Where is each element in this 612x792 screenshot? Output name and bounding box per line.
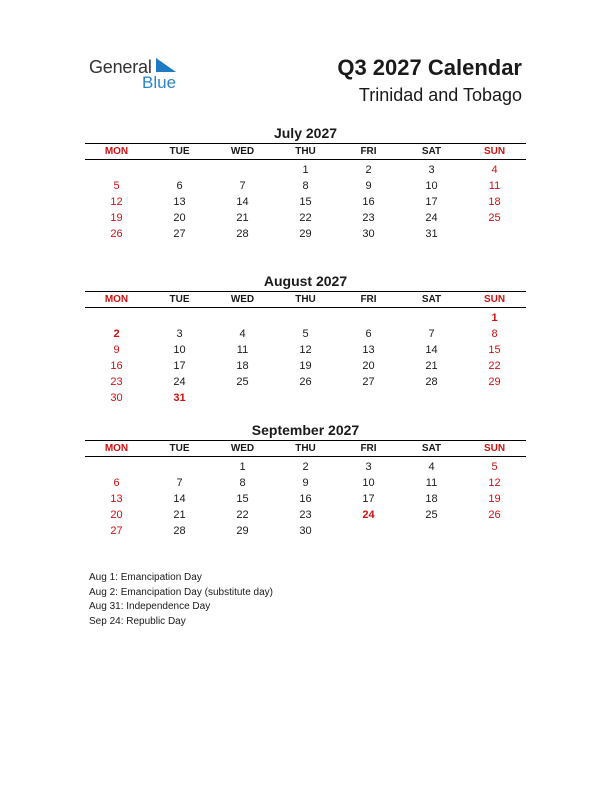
day-cell: 16 <box>362 196 375 208</box>
week-row <box>85 475 526 491</box>
day-cell: 28 <box>425 376 438 388</box>
day-cell: 28 <box>173 525 186 537</box>
weekday-header-row <box>85 143 526 160</box>
day-cell: 22 <box>488 360 501 372</box>
weekday-label: SAT <box>421 294 442 305</box>
weekday-label: FRI <box>360 294 377 305</box>
weekday-label: MON <box>104 443 129 454</box>
empty-day-cell <box>85 310 148 326</box>
day-cell: 12 <box>110 196 123 208</box>
weekday-label: FRI <box>360 443 377 454</box>
day-cell: 6 <box>365 328 372 340</box>
day-cell: 15 <box>236 493 249 505</box>
empty-day-cell <box>400 523 463 539</box>
day-cell: 30 <box>362 228 375 240</box>
day-cell: 28 <box>236 228 249 240</box>
day-cell: 25 <box>488 212 501 224</box>
day-cell: 15 <box>488 344 501 356</box>
day-cell: 29 <box>236 525 249 537</box>
day-cell: 11 <box>488 180 501 192</box>
day-cell: 1 <box>491 312 498 324</box>
day-cell: 27 <box>110 525 123 537</box>
empty-day-cell <box>337 390 400 406</box>
day-cell: 1 <box>302 164 309 176</box>
holiday-note: Aug 2: Emancipation Day (substitute day) <box>89 586 273 598</box>
day-cell: 7 <box>176 477 183 489</box>
day-cell: 2 <box>365 164 372 176</box>
week-row <box>85 310 526 326</box>
week-row <box>85 507 526 523</box>
day-cell: 9 <box>302 477 309 489</box>
day-cell: 5 <box>302 328 309 340</box>
empty-day-cell <box>400 390 463 406</box>
weekday-label: SUN <box>483 443 506 454</box>
day-cell: 17 <box>362 493 375 505</box>
day-cell: 30 <box>110 392 123 404</box>
weekday-label: THU <box>295 443 316 454</box>
day-cell: 31 <box>173 392 186 404</box>
day-cell: 3 <box>176 328 183 340</box>
day-cell: 5 <box>113 180 120 192</box>
holiday-notes <box>89 571 273 629</box>
weekday-label: MON <box>104 294 129 305</box>
day-cell: 24 <box>173 376 186 388</box>
day-cell: 25 <box>236 376 249 388</box>
day-cell: 13 <box>362 344 375 356</box>
day-cell: 23 <box>362 212 375 224</box>
day-cell: 16 <box>299 493 312 505</box>
empty-day-cell <box>85 459 148 475</box>
day-cell: 20 <box>173 212 186 224</box>
month-title: July 2027 <box>273 125 338 141</box>
day-cell: 26 <box>299 376 312 388</box>
day-cell: 27 <box>173 228 186 240</box>
day-cell: 11 <box>425 477 438 489</box>
day-cell: 6 <box>176 180 183 192</box>
day-cell: 1 <box>239 461 246 473</box>
day-cell: 14 <box>425 344 438 356</box>
day-cell: 21 <box>236 212 249 224</box>
day-cell: 13 <box>173 196 186 208</box>
week-row <box>85 178 526 194</box>
day-cell: 20 <box>362 360 375 372</box>
month-title: September 2027 <box>251 422 360 438</box>
day-cell: 14 <box>236 196 249 208</box>
day-cell: 17 <box>425 196 438 208</box>
day-cell: 26 <box>110 228 123 240</box>
day-cell: 16 <box>110 360 123 372</box>
month-calendar-august <box>85 273 526 406</box>
logo-text-general: General <box>89 57 152 77</box>
weekday-label: TUE <box>169 146 190 157</box>
weekday-label: WED <box>230 294 255 305</box>
weekday-label: SAT <box>421 146 442 157</box>
week-row <box>85 390 526 406</box>
month-calendar-july <box>85 125 526 242</box>
holiday-note: Sep 24: Republic Day <box>89 615 186 627</box>
day-cell: 24 <box>362 509 375 521</box>
logo-text-blue: Blue <box>142 73 177 92</box>
day-cell: 3 <box>428 164 435 176</box>
day-cell: 3 <box>365 461 372 473</box>
empty-day-cell <box>463 523 526 539</box>
empty-day-cell <box>148 162 211 178</box>
day-cell: 7 <box>428 328 435 340</box>
weekday-header-row <box>85 440 526 457</box>
logo-triangle-icon <box>156 58 176 72</box>
month-calendar-september <box>85 422 526 539</box>
week-row <box>85 374 526 390</box>
empty-day-cell <box>85 162 148 178</box>
day-cell: 12 <box>488 477 501 489</box>
weekday-label: MON <box>104 146 129 157</box>
week-row <box>85 226 526 242</box>
day-cell: 10 <box>425 180 438 192</box>
day-cell: 8 <box>239 477 246 489</box>
weekday-label: TUE <box>169 294 190 305</box>
week-row <box>85 326 526 342</box>
day-cell: 27 <box>362 376 375 388</box>
weekday-label: WED <box>230 443 255 454</box>
day-cell: 12 <box>299 344 312 356</box>
day-cell: 4 <box>239 328 246 340</box>
day-cell: 2 <box>302 461 309 473</box>
day-cell: 17 <box>173 360 186 372</box>
weekday-label: THU <box>295 146 316 157</box>
weekday-label: THU <box>295 294 316 305</box>
day-cell: 8 <box>491 328 498 340</box>
day-cell: 22 <box>299 212 312 224</box>
week-row <box>85 523 526 539</box>
day-cell: 2 <box>113 328 120 340</box>
day-cell: 26 <box>488 509 501 521</box>
day-cell: 19 <box>299 360 312 372</box>
day-cell: 10 <box>362 477 375 489</box>
weekday-label: TUE <box>169 443 190 454</box>
day-cell: 6 <box>113 477 120 489</box>
week-row <box>85 491 526 507</box>
day-cell: 5 <box>491 461 498 473</box>
week-row <box>85 162 526 178</box>
day-cell: 21 <box>425 360 438 372</box>
day-cell: 18 <box>236 360 249 372</box>
week-row <box>85 358 526 374</box>
week-row <box>85 210 526 226</box>
day-cell: 21 <box>173 509 186 521</box>
holiday-note: Aug 31: Independence Day <box>89 601 211 612</box>
page-title: Q3 2027 Calendar <box>337 55 522 80</box>
weekday-label: SUN <box>483 146 506 157</box>
weekday-header-row <box>85 291 526 308</box>
page-subtitle: Trinidad and Tobago <box>358 85 522 105</box>
day-cell: 10 <box>173 344 186 356</box>
day-cell: 13 <box>110 493 123 505</box>
weekday-label: FRI <box>360 146 377 157</box>
empty-day-cell <box>148 310 211 326</box>
weekday-label: WED <box>230 146 255 157</box>
day-cell: 20 <box>110 509 123 521</box>
empty-day-cell <box>211 390 274 406</box>
day-cell: 8 <box>302 180 309 192</box>
day-cell: 19 <box>110 212 123 224</box>
month-title: August 2027 <box>263 273 348 289</box>
holiday-note: Aug 1: Emancipation Day <box>89 572 202 583</box>
day-cell: 29 <box>488 376 501 388</box>
day-cell: 15 <box>299 196 312 208</box>
day-cell: 23 <box>110 376 123 388</box>
day-cell: 24 <box>425 212 438 224</box>
empty-day-cell <box>274 390 337 406</box>
day-cell: 4 <box>428 461 435 473</box>
day-cell: 9 <box>113 344 120 356</box>
week-row <box>85 194 526 210</box>
weekday-label: SAT <box>421 443 442 454</box>
brand-logo <box>89 56 189 96</box>
day-cell: 25 <box>425 509 438 521</box>
empty-day-cell <box>274 310 337 326</box>
day-cell: 9 <box>365 180 372 192</box>
empty-day-cell <box>337 310 400 326</box>
day-cell: 29 <box>299 228 312 240</box>
empty-day-cell <box>337 523 400 539</box>
day-cell: 30 <box>299 525 312 537</box>
weekday-label: SUN <box>483 294 506 305</box>
empty-day-cell <box>463 226 526 242</box>
day-cell: 31 <box>425 228 438 240</box>
day-cell: 4 <box>491 164 498 176</box>
day-cell: 19 <box>488 493 501 505</box>
day-cell: 7 <box>239 180 246 192</box>
empty-day-cell <box>211 310 274 326</box>
day-cell: 11 <box>236 344 249 356</box>
day-cell: 23 <box>299 509 312 521</box>
empty-day-cell <box>463 390 526 406</box>
day-cell: 18 <box>425 493 438 505</box>
day-cell: 22 <box>236 509 249 521</box>
day-cell: 18 <box>488 196 501 208</box>
week-row <box>85 459 526 475</box>
week-row <box>85 342 526 358</box>
empty-day-cell <box>400 310 463 326</box>
empty-day-cell <box>148 459 211 475</box>
day-cell: 14 <box>173 493 186 505</box>
empty-day-cell <box>211 162 274 178</box>
